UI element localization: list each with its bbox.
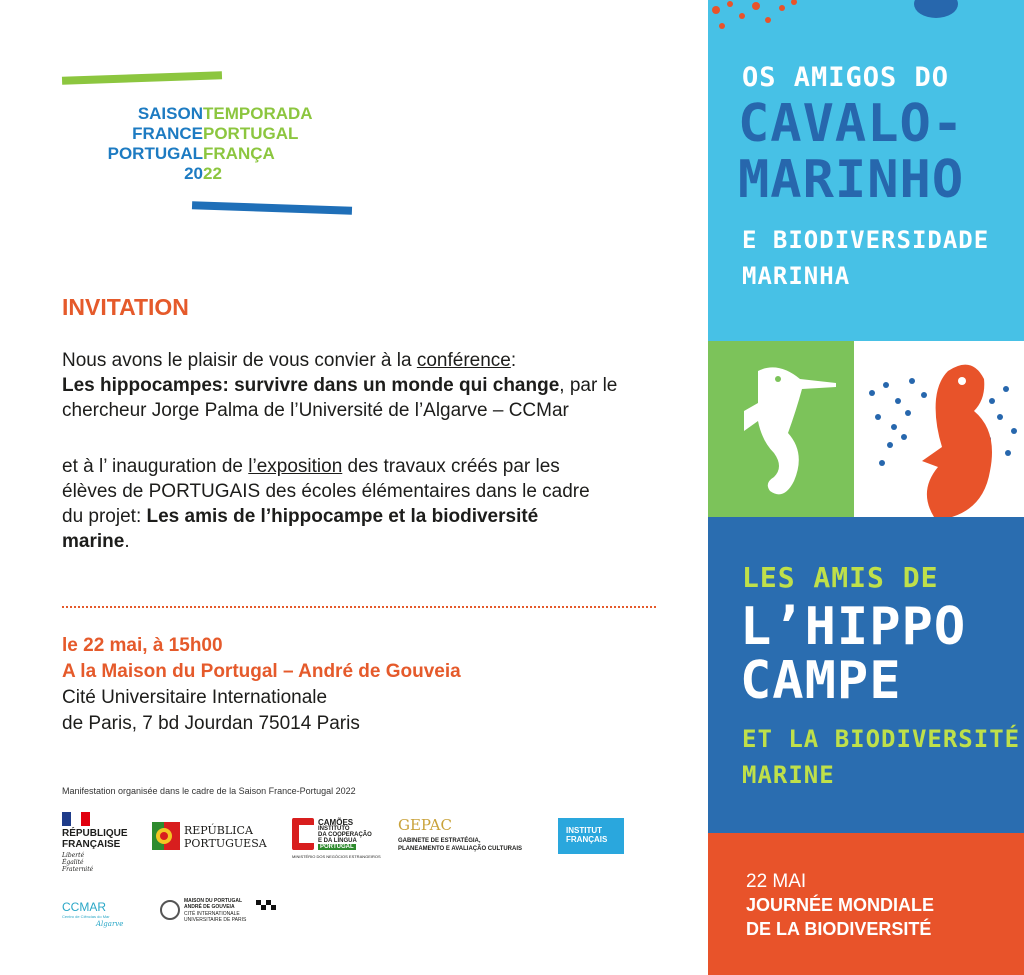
rf-motto-3: Fraternité [62, 866, 94, 873]
ccmar-logo [62, 900, 132, 934]
logo-right-4: 22 [203, 164, 222, 183]
p1-text-b: , par le chercheur Jorge Palma de l’Université de l’Algarve – CCMar [62, 375, 618, 421]
rf-line-2: FRANÇAISE [62, 839, 121, 850]
poster-pt-line-5: MARINHA [742, 262, 851, 290]
invitation-title: INVITATION [62, 294, 189, 320]
poster-pt-line-4: E BIODIVERSIDADE [742, 226, 990, 254]
mp-2: ANDRÉ DE GOUVEIA [184, 904, 235, 910]
event-venue: A la Maison du Portugal – André de Gouveia [62, 661, 461, 682]
poster-fr-line-2: L’HIPPO [740, 597, 967, 657]
poster-fr-line-1: LES AMIS DE [742, 561, 939, 594]
rf-line-1: RÉPUBLIQUE [62, 828, 128, 839]
if-1: INSTITUT [566, 826, 602, 835]
coral-dots-decoration [708, 0, 1024, 40]
p2-end: . [124, 531, 130, 552]
camoes-2: INSTITUTO [318, 826, 350, 832]
p2-text-a: et à l’ inauguration de [62, 456, 249, 477]
rf-motto-2: Égalité [62, 859, 84, 866]
if-2: FRANÇAIS [566, 835, 608, 844]
marianne-flag-icon [62, 812, 90, 826]
logo-blue-bar [192, 201, 352, 215]
rf-motto-1: Liberté [62, 852, 85, 859]
rp-line-1: REPÚBLICA [184, 824, 253, 837]
logo-text [60, 104, 360, 184]
poster-portuguese-panel [708, 0, 1024, 341]
institut-francais-logo [558, 818, 624, 854]
poster-day-line-2: DE LA BIODIVERSITÉ [746, 919, 932, 939]
conference-link[interactable]: conférence [416, 350, 511, 371]
poster-french-panel [708, 517, 1024, 833]
event-address-2: de Paris, 7 bd Jourdan 75014 Paris [62, 713, 360, 734]
camoes-5: PORTUGAL [320, 844, 354, 850]
logo-left-2: FRANCE [132, 124, 203, 143]
ccmar-2: Centro de Ciências do Mar [62, 914, 110, 919]
partner-logos-row-1 [62, 812, 662, 872]
camoes-1: CAMÕES [318, 818, 354, 827]
mp-4: UNIVERSITAIRE DE PARIS [184, 917, 247, 923]
poster-date: 22 MAI [746, 871, 807, 892]
exhibition-paragraph [62, 454, 602, 554]
event-date: le 22 mai, à 15h00 [62, 635, 223, 656]
poster-pt-line-2: CAVALO- [738, 94, 965, 154]
ccmar-3: Algarve [96, 920, 124, 928]
conference-title: Les hippocampes: survivre dans un monde qui change [62, 375, 560, 396]
logo-right-1: TEMPORADA [203, 104, 313, 123]
poster-fr-line-3: CAMPE [740, 651, 902, 711]
logo-green-bar [62, 71, 222, 85]
poster-pt-line-3: MARINHO [738, 150, 965, 210]
gepac-2: GABINETE DE ESTRATÉGIA, [398, 838, 481, 844]
dotted-divider [62, 606, 656, 608]
ccmar-1: CCMAR [62, 900, 106, 914]
poster-pt-line-1: OS AMIGOS DO [742, 62, 950, 93]
organized-note: Manifestation organisée dans le cadre de la Saison France-Portugal 2022 [62, 786, 356, 796]
gepac-logo [398, 816, 548, 860]
poster-illustration-panel [708, 341, 1024, 517]
exhibition-link[interactable]: l’exposition [248, 456, 343, 477]
event-address-1: Cité Universitaire Internationale [62, 687, 328, 708]
republica-portuguesa-logo [152, 820, 272, 856]
logo-left-4: 20 [184, 164, 203, 183]
p1-colon: : [510, 350, 517, 371]
logo-right-2: PORTUGAL [203, 124, 299, 143]
maison-circle-icon [160, 900, 180, 920]
checker-icon [256, 900, 276, 910]
poster-fr-line-4: ET LA BIODIVERSITÉ [742, 725, 1021, 753]
conference-paragraph [62, 348, 682, 423]
maison-portugal-logo [160, 898, 330, 932]
camoes-6: MINISTÉRIO DOS NEGÓCIOS ESTRANGEIROS [292, 854, 381, 859]
logo-left-1: SAISON [137, 104, 203, 123]
logo-left-3: PORTUGAL [107, 144, 203, 163]
poster-date-panel [708, 833, 1024, 975]
portugal-emblem-icon [152, 822, 180, 850]
logo-right-3: FRANÇA [203, 144, 275, 163]
mp-1: MAISON DU PORTUGAL [184, 898, 243, 904]
partner-logos-row-2 [62, 896, 362, 936]
saison-logo [60, 70, 360, 220]
seahorse-illustration [708, 341, 1024, 517]
camoes-c-icon [292, 818, 314, 850]
camoes-logo [292, 818, 392, 862]
p1-text-a: Nous avons le plaisir de vous convier à la [62, 350, 417, 371]
gepac-3: PLANEAMENTO E AVALIAÇÃO CULTURAIS [398, 846, 522, 852]
rp-line-2: PORTUGUESA [184, 837, 267, 850]
poster-fr-line-5: MARINE [742, 761, 835, 789]
event-details [62, 633, 461, 737]
p2-text-b: des travaux créés par les élèves de PORTUGAIS des écoles élémentaires dans le cadre du projet: [62, 456, 590, 527]
poster-day-line-1: JOURNÉE MONDIALE [746, 895, 935, 915]
mp-3: CITÉ INTERNATIONALE [184, 911, 240, 917]
republique-francaise-logo [62, 812, 142, 872]
camoes-3: DA COOPERAÇÃO [318, 832, 372, 838]
project-title: Les amis de l’hippocampe et la biodiversité marine [62, 506, 539, 552]
camoes-4: E DA LÍNGUA [318, 838, 357, 844]
gepac-1: GEPAC [398, 816, 452, 834]
